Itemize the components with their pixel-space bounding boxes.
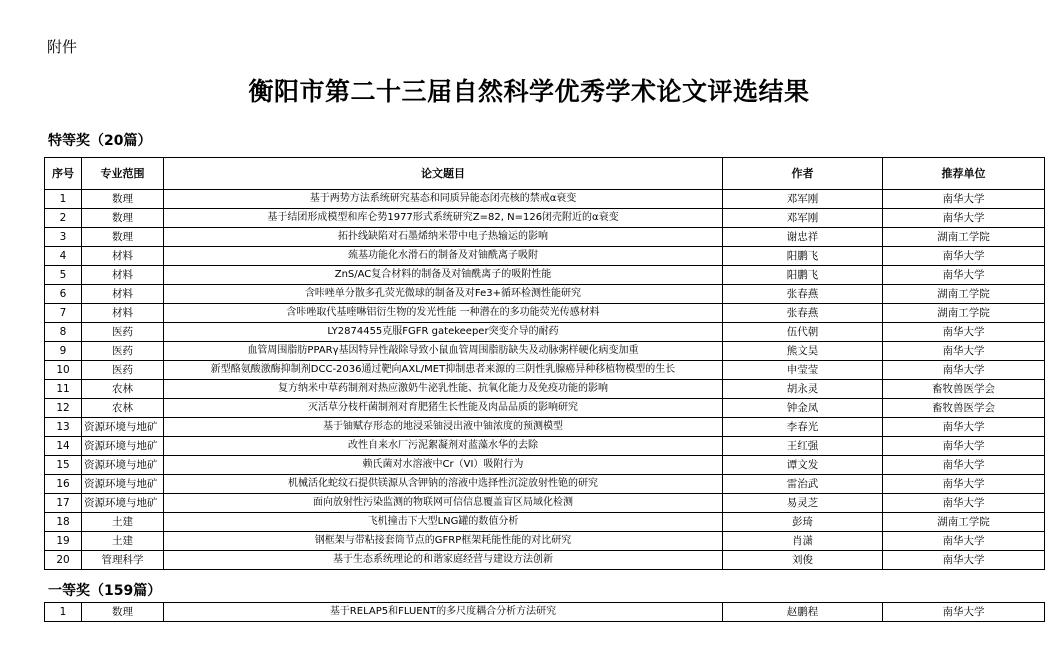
- cell-field: 资源环境与地矿: [82, 456, 164, 475]
- table-row: [45, 475, 1045, 494]
- cell-index: 15: [45, 456, 82, 475]
- cell-author: 李春光: [723, 418, 883, 437]
- cell-index: 8: [45, 323, 82, 342]
- cell-author: 谭文发: [723, 456, 883, 475]
- attachment-label: 附件: [47, 38, 78, 56]
- section-title-special-prize: 特等奖（20篇）: [48, 133, 152, 149]
- cell-author: 张春燕: [723, 304, 883, 323]
- cell-unit: 南华大学: [883, 475, 1045, 494]
- cell-author: 张春燕: [723, 285, 883, 304]
- header-field: 专业范围: [82, 158, 164, 190]
- cell-index: 20: [45, 551, 82, 570]
- cell-author: 邓军刚: [723, 209, 883, 228]
- cell-index: 11: [45, 380, 82, 399]
- cell-unit: 南华大学: [883, 209, 1045, 228]
- cell-unit: 南华大学: [883, 190, 1045, 209]
- table-row: [45, 228, 1045, 247]
- cell-field: 材料: [82, 247, 164, 266]
- cell-unit: 南华大学: [883, 323, 1045, 342]
- table-row: [45, 456, 1045, 475]
- cell-index: 14: [45, 437, 82, 456]
- cell-unit: 南华大学: [883, 494, 1045, 513]
- cell-field: 资源环境与地矿: [82, 494, 164, 513]
- cell-unit: 南华大学: [883, 342, 1045, 361]
- cell-title: 改性自来水厂污泥絮凝剂对蓝藻水华的去除: [164, 437, 723, 456]
- cell-title: 血管周围脂肪PPARγ基因特异性敲除导致小鼠血管周围脂肪缺失及动脉粥样硬化病变加重: [164, 342, 723, 361]
- cell-unit: 南华大学: [883, 361, 1045, 380]
- cell-unit: 南华大学: [883, 266, 1045, 285]
- cell-index: 12: [45, 399, 82, 418]
- cell-unit: 南华大学: [883, 437, 1045, 456]
- cell-unit: 畜牧兽医学会: [883, 399, 1045, 418]
- header-title: 论文题目: [164, 158, 723, 190]
- table-row: [45, 323, 1045, 342]
- cell-unit: 南华大学: [883, 456, 1045, 475]
- document-title: 衡阳市第二十三届自然科学优秀学术论文评选结果: [248, 77, 810, 106]
- cell-title: 基于生态系统理论的和谐家庭经营与建设方法创新: [164, 551, 723, 570]
- cell-index: 17: [45, 494, 82, 513]
- table-row: [45, 209, 1045, 228]
- cell-unit: 湖南工学院: [883, 228, 1045, 247]
- cell-index: 9: [45, 342, 82, 361]
- cell-field: 医药: [82, 323, 164, 342]
- cell-title: 含咔唑取代基喹啉铝衍生物的发光性能 一种潜在的多功能荧光传感材料: [164, 304, 723, 323]
- table-row: [45, 513, 1045, 532]
- cell-unit: 南华大学: [883, 551, 1045, 570]
- cell-index: 19: [45, 532, 82, 551]
- cell-index: 13: [45, 418, 82, 437]
- cell-field: 医药: [82, 342, 164, 361]
- table-row: [45, 551, 1045, 570]
- cell-unit: 南华大学: [883, 532, 1045, 551]
- cell-index: 4: [45, 247, 82, 266]
- table-row: [45, 342, 1045, 361]
- cell-title: 复方纳米中草药制剂对热应激奶牛泌乳性能、抗氧化能力及免疫功能的影响: [164, 380, 723, 399]
- table-row: [45, 380, 1045, 399]
- cell-title: 钢框架与带粘接套筒节点的GFRP框架耗能性能的对比研究: [164, 532, 723, 551]
- cell-index: 1: [45, 190, 82, 209]
- cell-index: 6: [45, 285, 82, 304]
- results-table-special-prize: [44, 157, 1045, 570]
- cell-index: 7: [45, 304, 82, 323]
- table-row: [45, 361, 1045, 380]
- cell-title: 巯基功能化水滑石的制备及对铀酰离子吸附: [164, 247, 723, 266]
- cell-field: 农林: [82, 399, 164, 418]
- cell-title: LY2874455克服FGFR gatekeeper突变介导的耐药: [164, 323, 723, 342]
- cell-field: 数理: [82, 209, 164, 228]
- cell-field: 数理: [82, 190, 164, 209]
- cell-author: 雷治武: [723, 475, 883, 494]
- cell-title: 飞机撞击下大型LNG罐的数值分析: [164, 513, 723, 532]
- cell-index: 3: [45, 228, 82, 247]
- cell-title: 机械活化蛇纹石提供镁源从含钾钠的溶液中选择性沉淀放射性铯的研究: [164, 475, 723, 494]
- cell-field: 农林: [82, 380, 164, 399]
- cell-index: 5: [45, 266, 82, 285]
- cell-unit: 湖南工学院: [883, 285, 1045, 304]
- cell-unit: 湖南工学院: [883, 304, 1045, 323]
- cell-index: 2: [45, 209, 82, 228]
- table-row: [45, 494, 1045, 513]
- cell-field: 土建: [82, 532, 164, 551]
- cell-author: 刘俊: [723, 551, 883, 570]
- section-title-first-prize: 一等奖（159篇）: [48, 583, 162, 599]
- cell-title: 基于RELAP5和FLUENT的多尺度耦合分析方法研究: [164, 603, 723, 622]
- cell-index: 1: [45, 603, 82, 622]
- cell-field: 材料: [82, 285, 164, 304]
- table-header-row: [45, 158, 1045, 190]
- cell-author: 胡永灵: [723, 380, 883, 399]
- cell-field: 土建: [82, 513, 164, 532]
- cell-unit: 南华大学: [883, 418, 1045, 437]
- cell-author: 谢忠祥: [723, 228, 883, 247]
- cell-title: 基于两势方法系统研究基态和同质异能态闭壳核的禁戒α衰变: [164, 190, 723, 209]
- table-row: [45, 418, 1045, 437]
- cell-author: 伍代朝: [723, 323, 883, 342]
- cell-author: 阳鹏飞: [723, 266, 883, 285]
- table-row: [45, 399, 1045, 418]
- cell-title: 赖氏菌对水溶液中Cr（VI）吸附行为: [164, 456, 723, 475]
- cell-author: 熊文昊: [723, 342, 883, 361]
- header-author: 作者: [723, 158, 883, 190]
- cell-unit: 畜牧兽医学会: [883, 380, 1045, 399]
- cell-field: 管理科学: [82, 551, 164, 570]
- cell-author: 王红强: [723, 437, 883, 456]
- cell-author: 易灵芝: [723, 494, 883, 513]
- cell-title: 灭活草分枝杆菌制剂对育肥猪生长性能及肉品品质的影响研究: [164, 399, 723, 418]
- cell-unit: 南华大学: [883, 603, 1045, 622]
- cell-author: 邓军刚: [723, 190, 883, 209]
- table-row: [45, 532, 1045, 551]
- cell-field: 资源环境与地矿: [82, 475, 164, 494]
- cell-author: 彭琦: [723, 513, 883, 532]
- cell-field: 数理: [82, 603, 164, 622]
- cell-author: 钟金凤: [723, 399, 883, 418]
- cell-field: 资源环境与地矿: [82, 418, 164, 437]
- header-index: 序号: [45, 158, 82, 190]
- cell-title: 面向放射性污染监测的物联网可信信息覆盖盲区局域化检测: [164, 494, 723, 513]
- cell-field: 数理: [82, 228, 164, 247]
- cell-title: 基于结团形成模型和库仑势1977形式系统研究Z=82, N=126闭壳附近的α衰变: [164, 209, 723, 228]
- table-row: [45, 304, 1045, 323]
- cell-field: 材料: [82, 266, 164, 285]
- cell-author: 肖潇: [723, 532, 883, 551]
- cell-index: 16: [45, 475, 82, 494]
- cell-title: 含咔唑单分散多孔荧光微球的制备及对Fe3+循环检测性能研究: [164, 285, 723, 304]
- table-row: [45, 603, 1045, 622]
- table-row: [45, 190, 1045, 209]
- cell-author: 申莹莹: [723, 361, 883, 380]
- cell-author: 赵鹏程: [723, 603, 883, 622]
- results-table-first-prize: [44, 602, 1045, 622]
- cell-title: 新型酪氨酸激酶抑制剂DCC-2036通过靶向AXL/MET抑制患者来源的三阴性乳腺癌异种移植物模型的生长: [164, 361, 723, 380]
- cell-index: 18: [45, 513, 82, 532]
- header-unit: 推荐单位: [883, 158, 1045, 190]
- cell-field: 材料: [82, 304, 164, 323]
- cell-author: 阳鹏飞: [723, 247, 883, 266]
- table-row: [45, 266, 1045, 285]
- table-row: [45, 247, 1045, 266]
- cell-index: 10: [45, 361, 82, 380]
- cell-unit: 南华大学: [883, 247, 1045, 266]
- table-row: [45, 285, 1045, 304]
- cell-title: ZnS/AC复合材料的制备及对铀酰离子的吸附性能: [164, 266, 723, 285]
- table-row: [45, 437, 1045, 456]
- cell-field: 医药: [82, 361, 164, 380]
- cell-field: 资源环境与地矿: [82, 437, 164, 456]
- cell-unit: 湖南工学院: [883, 513, 1045, 532]
- cell-title: 拓扑线缺陷对石墨烯纳米带中电子热输运的影响: [164, 228, 723, 247]
- cell-title: 基于铀赋存形态的地浸采铀浸出液中铀浓度的预测模型: [164, 418, 723, 437]
